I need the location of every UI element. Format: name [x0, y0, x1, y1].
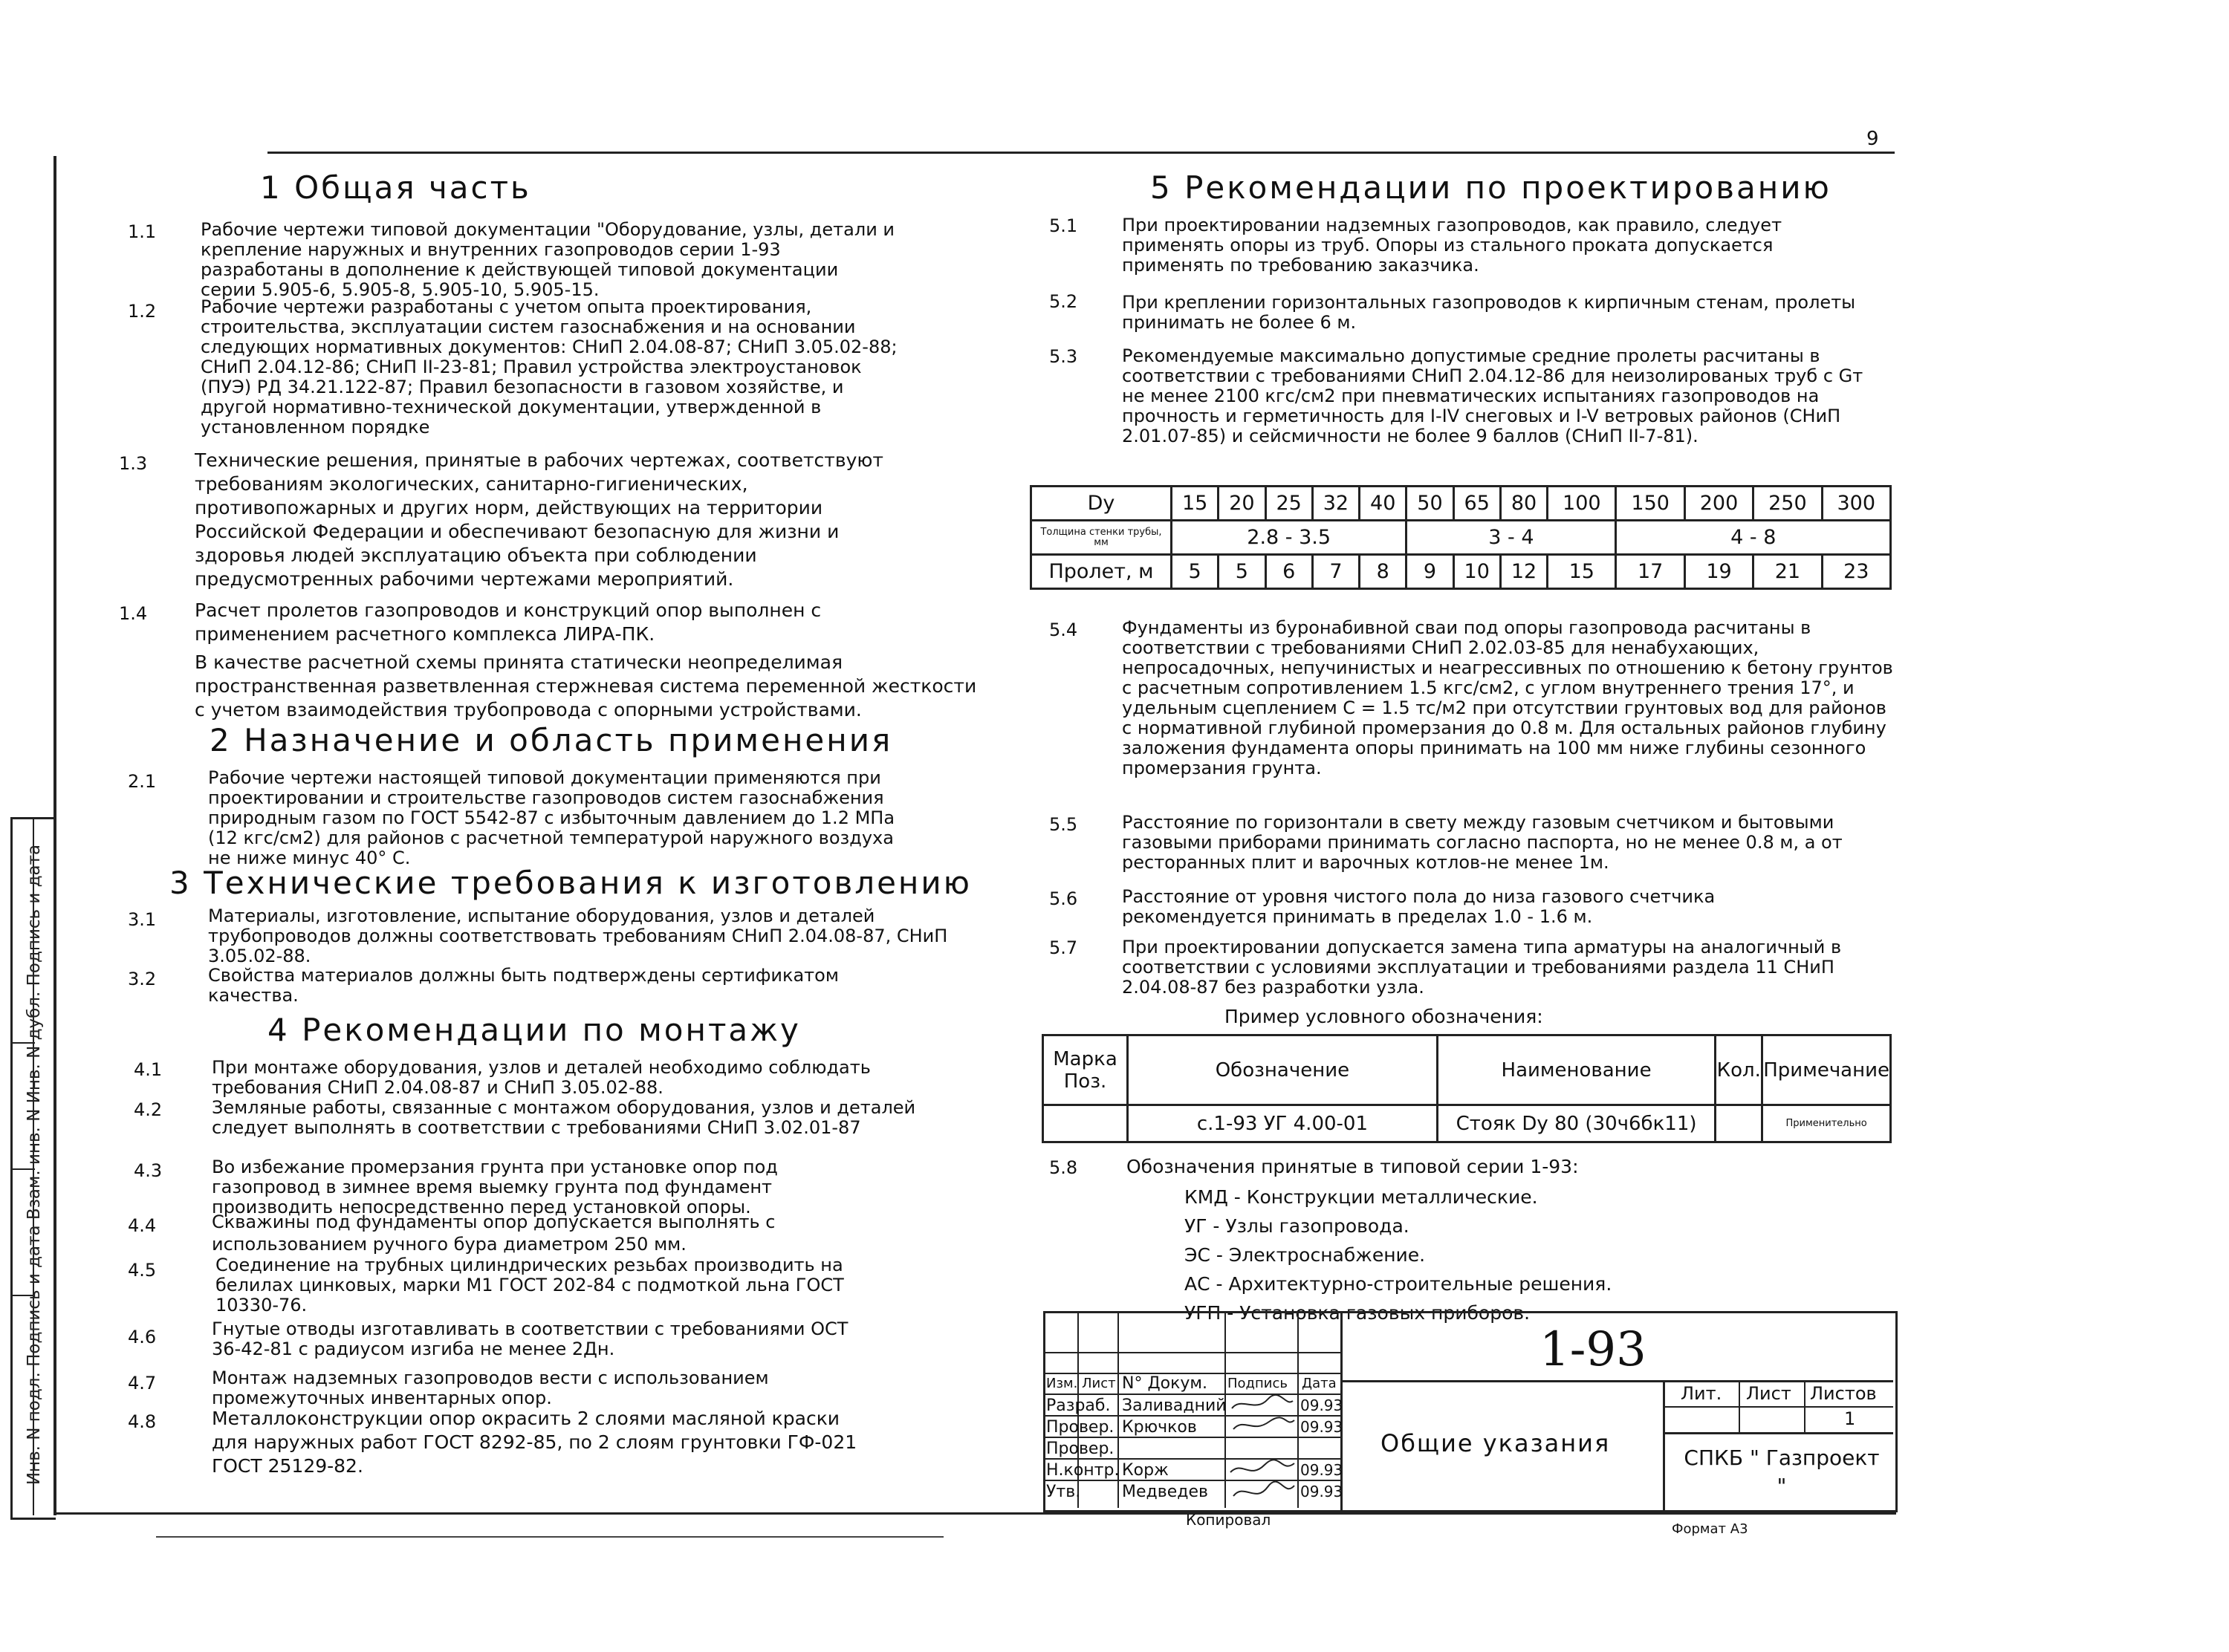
frame-footer-line [156, 1536, 944, 1538]
table-cell: 8 [1360, 555, 1406, 589]
item-number: 1.1 [128, 221, 157, 242]
col-header: Лист [1082, 1376, 1116, 1391]
list-item: УГ - Узлы газопровода. [1184, 1215, 1409, 1237]
list-item: КМД - Конструкции металлические. [1184, 1186, 1538, 1208]
title-block-line [1297, 1311, 1299, 1508]
table-cell: 21 [1753, 555, 1822, 589]
table-row [1043, 1105, 1891, 1142]
frame-top-line [267, 152, 1895, 154]
item-number: 3.1 [128, 909, 157, 930]
signer-name: Заливадний [1122, 1396, 1227, 1415]
title-block-divider [1663, 1406, 1893, 1408]
item-number: 5.4 [1049, 620, 1078, 640]
table-cell: Стояк Dy 80 (30ч6бк11) [1437, 1105, 1716, 1142]
table-cell: с.1-93 УГ 4.00-01 [1128, 1105, 1438, 1142]
item-number: 1.4 [119, 603, 148, 624]
table-label: Dy [1031, 487, 1172, 521]
item-number: 5.5 [1049, 814, 1078, 835]
role-label: Провер. [1046, 1418, 1114, 1437]
item-text: Скважины под фундаменты опор допускается выполнять с использованием ручного бура диаметром 250 мм. [212, 1212, 776, 1255]
table-cell: 19 [1684, 555, 1753, 589]
table-cell: 4 - 8 [1616, 521, 1891, 555]
copied-label: Копировал [1186, 1511, 1271, 1529]
table-cell [1043, 1105, 1128, 1142]
role-label: Провер. [1046, 1440, 1114, 1458]
table-label: Пролет, м [1031, 555, 1172, 589]
item-text: Рабочие чертежи настоящей типовой документации применяются при проектировании и строительстве газопроводов систем газоснабжения природным газом по ГОСТ 5542-87 с избыточным давлением до 1.2 МПа (12 кгс/см2) для районов с расчетной температурой наружного воздуха не ниже минус 40° С. [208, 767, 895, 868]
item-text: Рекомендуемые максимально допустимые средние пролеты расчитаны в соответствии с требованиями СНиП 2.04.12-86 для неизолированых труб с Gт не менее 2100 кгс/см2 при пневматических испытаниях газопроводов на прочность и герметичность для I-IV снеговых и I-V ветровых районов (СНиП 2.01.07-85) и сейсмичности не более 9 баллов (СНиП II-7-81). [1122, 345, 1863, 446]
sheet-header: Лит. [1681, 1383, 1722, 1404]
item-text: Соединение на трубных цилиндрических резьбах производить на белилах цинковых, марки М1 ГОСТ 202-84 с подмоткой льна ГОСТ 10330-76. [215, 1255, 844, 1316]
table-cell: Применительно [1762, 1105, 1891, 1142]
table-cell: 7 [1312, 555, 1359, 589]
item-number: 4.6 [128, 1327, 157, 1347]
section-1-title: 1 Общая часть [260, 169, 531, 206]
item-text: Земляные работы, связанные с монтажом оборудования, узлов и деталей следует выполнять в соответствии с требованиями СНиП 3.02.01-87 [212, 1097, 916, 1138]
col-header: Подпись [1227, 1376, 1288, 1391]
dy-span-table [1030, 485, 1892, 590]
section-5-title: 5 Рекомендации по проектированию [1150, 169, 1831, 206]
table-cell: 20 [1219, 487, 1265, 521]
title-block-line [1043, 1352, 1340, 1353]
title-block-divider [1739, 1380, 1740, 1432]
item-text: Расстояние от уровня чистого пола до низа газового счетчика рекомендуется принимать в пределах 1.0 - 1.6 м. [1122, 886, 1716, 927]
table-cell: 5 [1219, 555, 1265, 589]
item-number: 1.2 [128, 301, 157, 322]
table-cell: 40 [1360, 487, 1406, 521]
table-row [1031, 487, 1891, 521]
table-header: Обозначение [1128, 1035, 1438, 1105]
document-name: Общие указания [1380, 1429, 1611, 1457]
item-number: 4.7 [128, 1373, 157, 1394]
col-header: Дата [1302, 1376, 1337, 1391]
abbreviation-list [1184, 1183, 1749, 1327]
table-cell: 65 [1453, 487, 1500, 521]
item-text: Во избежание промерзания грунта при установке опор под газопровод в зимнее время выемку грунта под фундамент производить непосредственно перед установкой опоры. [212, 1157, 778, 1217]
table-cell: 25 [1265, 487, 1312, 521]
item-number: 4.3 [134, 1160, 163, 1181]
table-cell: 6 [1265, 555, 1312, 589]
signer-name: Медведев [1122, 1483, 1208, 1501]
title-block-divider [1804, 1380, 1805, 1432]
table-cell: 23 [1822, 555, 1890, 589]
sign-date: 09.93 [1300, 1461, 1343, 1479]
table-cell: 12 [1500, 555, 1547, 589]
table-header: Марка Поз. [1043, 1035, 1128, 1105]
title-block-divider [1663, 1380, 1665, 1510]
item-text: Гнутые отводы изготавливать в соответствии с требованиями ОСТ 36-42-81 с радиусом изгиба не менее 2Дн. [212, 1318, 849, 1359]
item-number: 4.4 [128, 1215, 157, 1236]
col-header: Изм. [1046, 1376, 1078, 1391]
item-text: Материалы, изготовление, испытание оборудования, узлов и деталей трубопроводов должны соответствовать требованиям СНиП 2.04.08-87, СНиП 3.05.02-88. [208, 905, 948, 966]
item-number: 1.3 [119, 453, 148, 474]
designation-table [1042, 1034, 1892, 1143]
item-number: 4.1 [134, 1059, 163, 1080]
table-cell: 17 [1616, 555, 1684, 589]
item-number: 5.1 [1049, 215, 1078, 236]
signer-name: Крючков [1122, 1418, 1197, 1437]
table-cell: 3 - 4 [1406, 521, 1616, 555]
table-cell: 15 [1172, 487, 1219, 521]
organization: СПКБ " Газпроект " [1684, 1446, 1880, 1498]
item-text: При проектировании допускается замена типа арматуры на аналогичный в соответствии с условиями эксплуатации и требованиями раздела 11 СНиП 2.04.08-87 без разработки узла. [1122, 937, 1842, 998]
col-header: N° Докум. [1122, 1374, 1207, 1393]
table-cell: 250 [1753, 487, 1822, 521]
table-header: Примечание [1762, 1035, 1891, 1105]
item-text: Обозначения принятые в типовой серии 1-93: [1126, 1156, 1579, 1177]
table-cell: 200 [1684, 487, 1753, 521]
table-cell: 100 [1548, 487, 1616, 521]
title-block-divider [1342, 1380, 1893, 1382]
item-number: 4.2 [134, 1099, 163, 1120]
item-text: Технические решения, принятые в рабочих чертежах, соответствуют требованиям экологических, санитарно-гигиенических, противопожарных и других норм, действующих на территории Российской Федерации и обеспечивают безопасную для жизни и здоровья людей эксплуатацию объекта при соблюдении предусмотренных рабочими чертежами мероприятий. [195, 449, 883, 590]
table-row [1031, 521, 1891, 555]
item-text: Рабочие чертежи типовой документации "Оборудование, узлы, детали и крепление наружных и внутренних газопроводов серии 1-93 разработаны в дополнение к действующей типовой документации серии 5.905-6, 5.905-8, 5.905-10, 5.905-15. [201, 219, 895, 300]
table-cell: 32 [1312, 487, 1359, 521]
table-cell [1716, 1105, 1762, 1142]
item-number: 5.6 [1049, 888, 1078, 909]
table-cell: 15 [1548, 555, 1616, 589]
sign-date: 09.93 [1300, 1418, 1343, 1436]
table-cell: 50 [1406, 487, 1453, 521]
table-cell: 80 [1500, 487, 1547, 521]
item-text: Фундаменты из буронабивной сваи под опоры газопровода расчитаны в соответствии с требованиями СНиП 2.02.03-85 для ненабухающих, непросадочных, непучинистых и неагрессивных по отношению к бетону грунтов с расчетным сопротивлением 1.5 кгс/см2, с углом внутреннего трения 17°, и удельным сцеплением С = 1.5 тс/м2 при отсутствии грунтовых вод для районов с нормативной глубиной промерзания до 0.8 м. Для остальных районов глубину заложения фундамента опоры принимать на 100 мм ниже глубины сезонного промерзания грунта. [1122, 617, 1893, 778]
sign-date: 09.93 [1300, 1483, 1343, 1500]
item-text: Металлоконструкции опор окрасить 2 слоями масляной краски для наружных работ ГОСТ 8292-85, по 2 слоям грунтовки ГФ-021 ГОСТ 25129-82. [212, 1408, 857, 1477]
list-item: ЭС - Электроснабжение. [1184, 1244, 1426, 1266]
signer-name: Корж [1122, 1461, 1169, 1480]
item-text: При креплении горизонтальных газопроводов к кирпичным стенам, пролеты принимать не более 6 м. [1122, 292, 1856, 333]
role-label: Разраб. [1046, 1396, 1111, 1415]
list-item: АС - Архитектурно-строительные решения. [1184, 1273, 1612, 1295]
item-number: 4.8 [128, 1411, 157, 1432]
list-item: УГП - Установка газовых приборов. [1184, 1302, 1531, 1324]
table-label: Толщина стенки трубы, мм [1031, 521, 1172, 555]
item-number: 5.7 [1049, 937, 1078, 958]
sign-date: 09.93 [1300, 1396, 1343, 1414]
signatures-graphic [1226, 1392, 1297, 1508]
sheets-total: 1 [1844, 1408, 1856, 1429]
section-2-title: 2 Назначение и область применения [210, 722, 893, 758]
document-code: 1-93 [1539, 1322, 1646, 1377]
role-label: Н.контр. [1046, 1461, 1120, 1480]
table-cell: 5 [1172, 555, 1219, 589]
table-cell: 300 [1822, 487, 1890, 521]
side-stamp-text: Инв. N подл. Подпись и дата Взам. инв. N Инв. N дубл. Подпись и дата [25, 844, 44, 1486]
item-number: 4.5 [128, 1260, 157, 1281]
item-text: При монтаже оборудования, узлов и деталей необходимо соблюдать требования СНиП 2.04.08-87 и СНиП 3.05.02-88. [212, 1057, 871, 1098]
item-number: 5.2 [1049, 291, 1078, 312]
item-text: Рабочие чертежи разработаны с учетом опыта проектирования, строительства, эксплуатации систем газоснабжения и на основании следующих нормативных документов: СНиП 2.04.08-87; СНиП 3.05.02-88; СНиП 2.04.12-86; СНиП II-23-81; Правил устройства электроустановок (ПУЭ) РД 34.21.122-87; Правил безопасности в газовом хозяйстве, и другой нормативно-технической документации, утвержденной в установленном порядке [201, 296, 898, 438]
section-3-title: 3 Технические требования к изготовлению [169, 865, 973, 901]
item-text: При проектировании надземных газопроводов, как правило, следует применять опоры из труб. Опоры из стального проката допускается применять по требованию заказчика. [1122, 215, 1782, 276]
item-text: Свойства материалов должны быть подтверждены сертификатом качества. [208, 965, 839, 1006]
item-text: Монтаж надземных газопроводов вести с использованием промежуточных инвентарных опор. [212, 1368, 769, 1408]
table-cell: 10 [1453, 555, 1500, 589]
title-block-divider [1663, 1432, 1893, 1434]
page-mark: 9 [1866, 128, 1879, 150]
table-header: Наименование [1437, 1035, 1716, 1105]
table-cell: 2.8 - 3.5 [1172, 521, 1406, 555]
table-header: Кол. [1716, 1035, 1762, 1105]
role-label: Утв. [1046, 1483, 1081, 1501]
section-4-title: 4 Рекомендации по монтажу [267, 1012, 801, 1048]
format-label: Формат А3 [1672, 1521, 1748, 1537]
item-number: 5.8 [1049, 1157, 1078, 1178]
item-number: 5.3 [1049, 346, 1078, 367]
item-text: Расчет пролетов газопроводов и конструкций опор выполнен с применением расчетного комплекса ЛИРА-ПК. [195, 599, 822, 645]
paragraph: В качестве расчетной схемы принята статически неопределимая пространственная разветвленная стержневая система переменной жесткости с учетом взаимодействия трубопровода с опорными устройствами. [195, 651, 977, 721]
example-caption: Пример условного обозначения: [1224, 1006, 1543, 1027]
table-row [1031, 555, 1891, 589]
frame-bottom-line [53, 1512, 1896, 1515]
table-cell: 150 [1616, 487, 1684, 521]
sheet-header: Листов [1810, 1383, 1877, 1404]
sheet-header: Лист [1746, 1383, 1791, 1404]
item-number: 2.1 [128, 771, 157, 792]
item-text: Расстояние по горизонтали в свету между газовым счетчиком и бытовыми газовыми приборами принимать согласно паспорта, но не менее 0.8 м, а от ресторанных плит и варочных котлов-не менее 1м. [1122, 812, 1843, 873]
item-number: 3.2 [128, 969, 157, 989]
table-header-row [1043, 1035, 1891, 1105]
table-cell: 9 [1406, 555, 1453, 589]
